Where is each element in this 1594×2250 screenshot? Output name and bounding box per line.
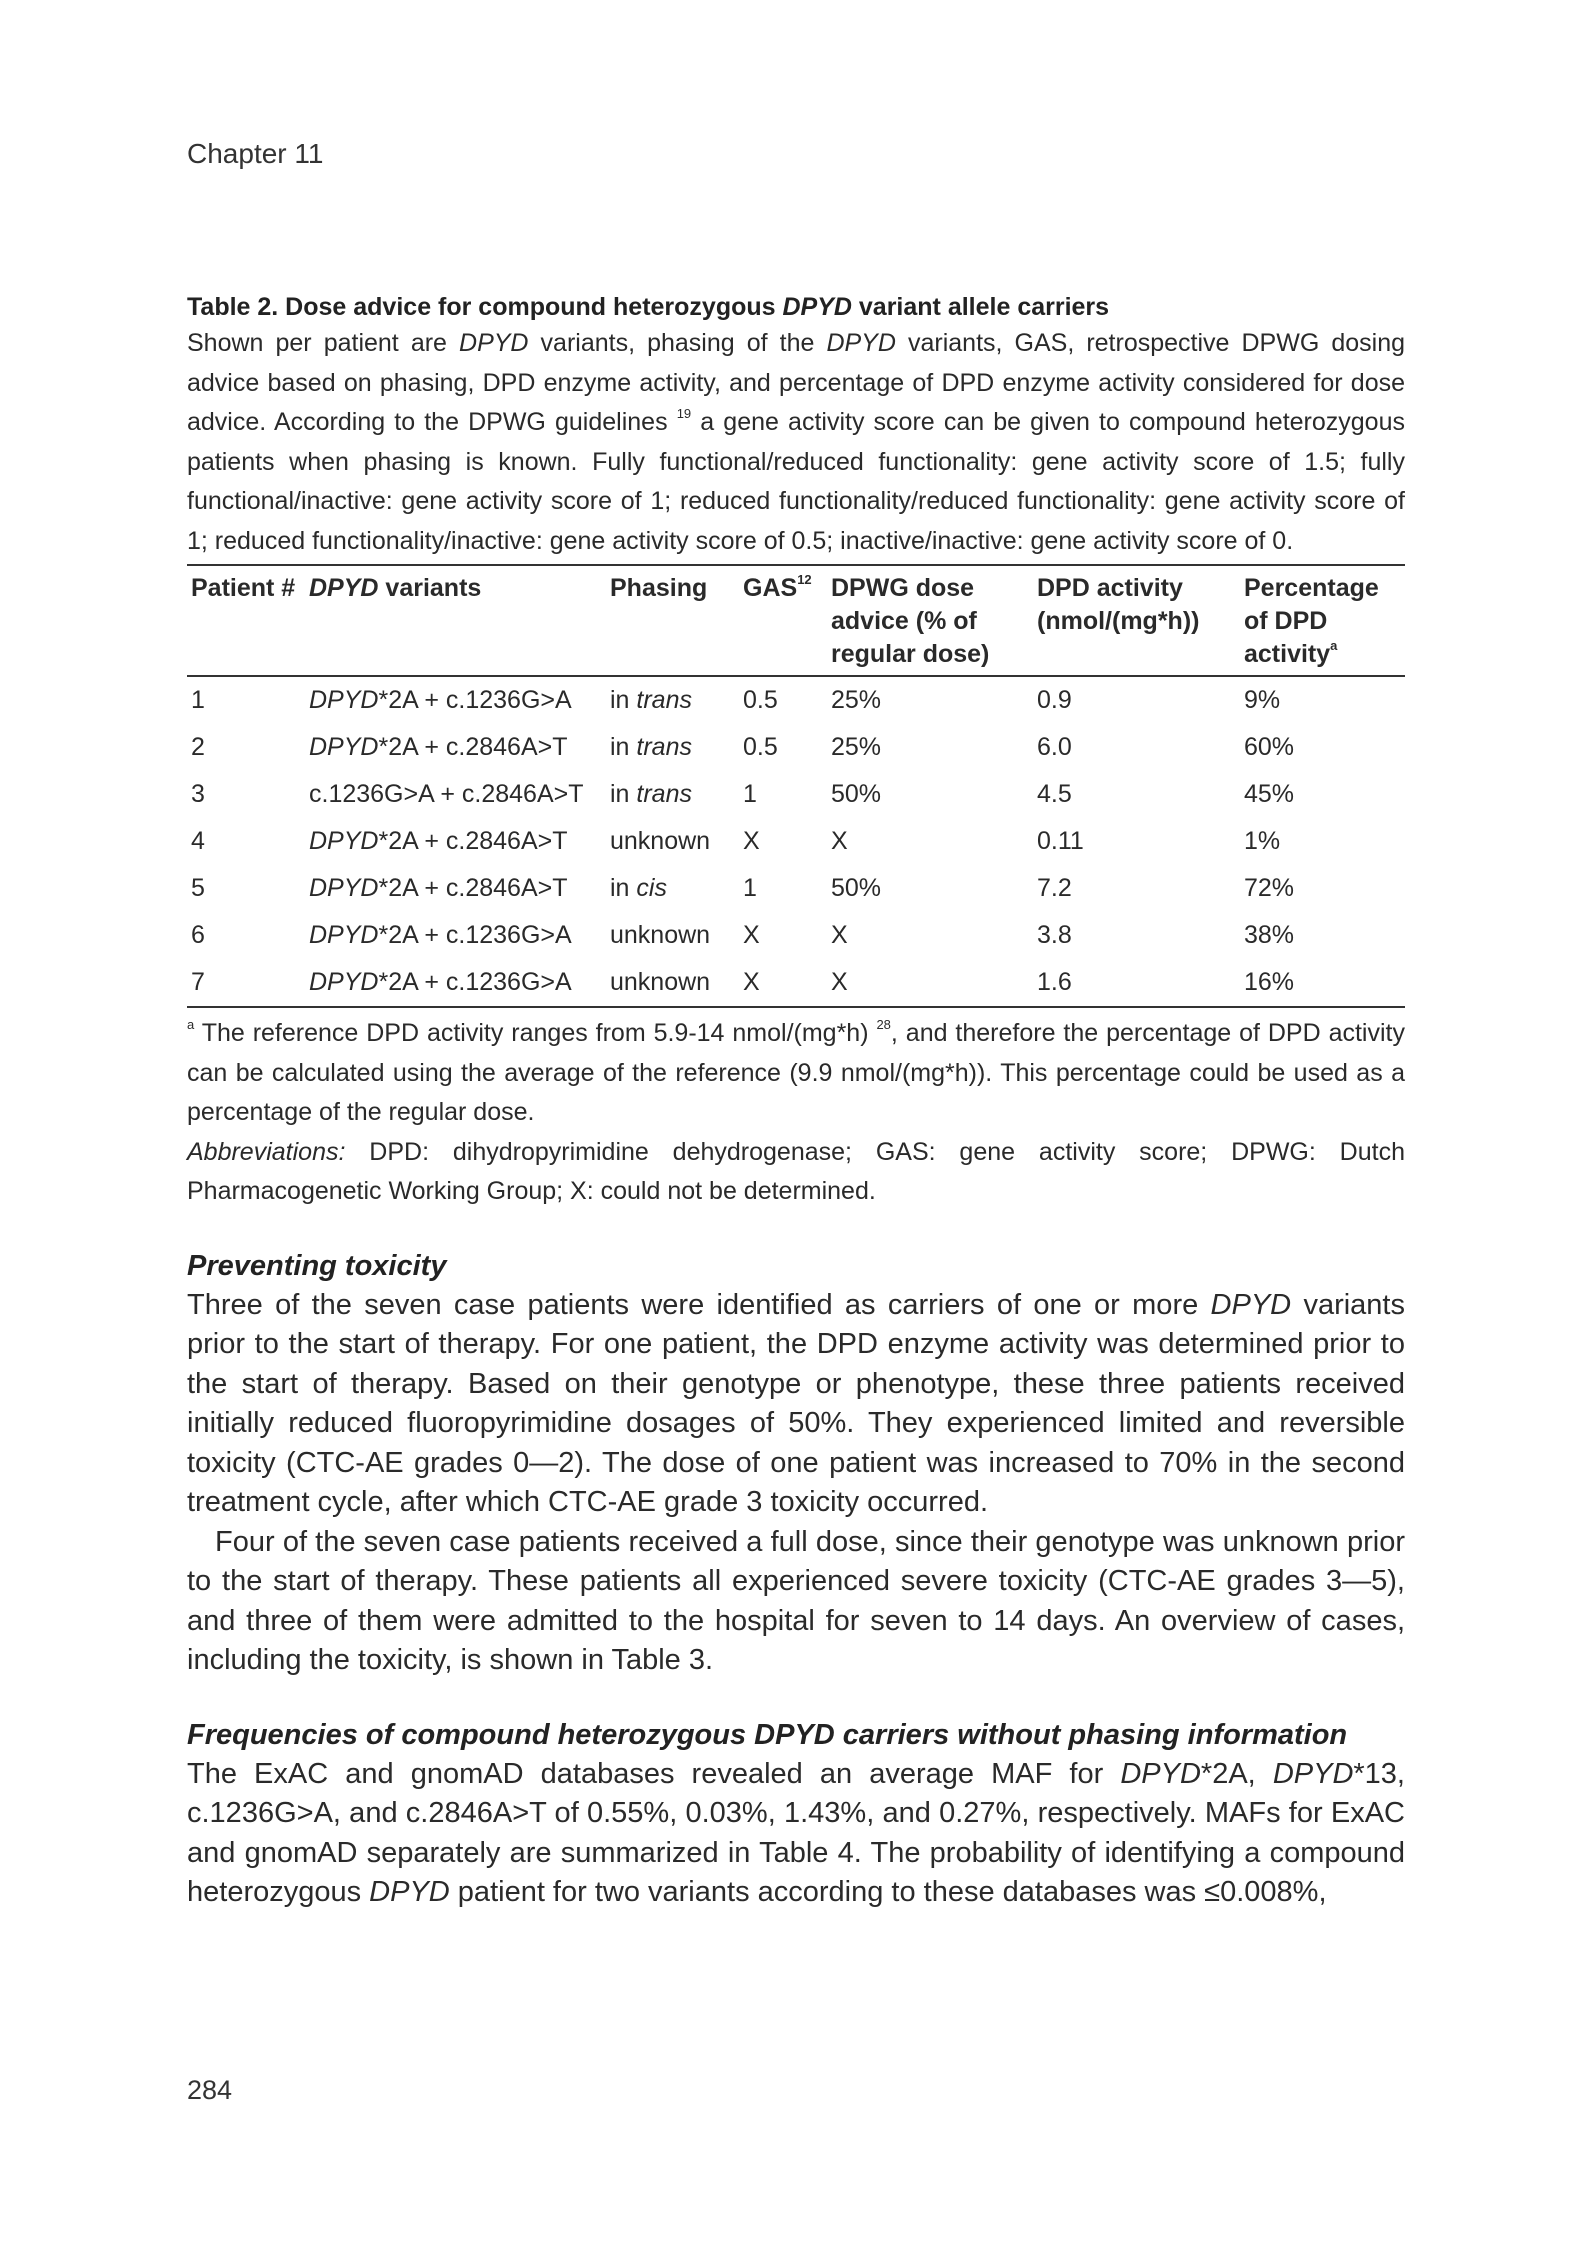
cell-gas: 0.5 xyxy=(743,733,778,761)
cell-percentage: 38% xyxy=(1244,921,1295,949)
cell-percentage: 1% xyxy=(1244,827,1281,855)
chapter-header: Chapter 11 xyxy=(187,138,324,169)
cell-variants: DPYD*2A + c.1236G>A xyxy=(309,921,572,949)
cell-phasing: unknown xyxy=(606,959,739,1007)
cell-activity: 6.0 xyxy=(1037,733,1072,761)
table-caption-title: Table 2. Dose advice for compound heterozygous DPYD variant allele carriers xyxy=(187,293,1110,321)
header-patient: Patient # xyxy=(187,565,305,676)
cell-activity: 4.5 xyxy=(1037,780,1072,808)
header-dpwg-advice: DPWG dose advice (% of regular dose) xyxy=(827,565,1033,676)
cell-activity: 0.11 xyxy=(1037,827,1084,855)
cell-dpwg: 50% xyxy=(831,780,882,808)
cell-percentage: 16% xyxy=(1240,959,1405,1007)
paragraph: Three of the seven case patients were identified as carriers of one or more DPYD variants prior to the start of therapy. For one patient, the DPD enzyme activity was determined prior to the start of therapy. Based on their genotype or phenotype, these three patients received initially reduced fluoropyrimidine dosages of 50%. They experienced limited and reversible toxicity (CTC-AE grades 0—2). The dose of one patient was increased to 70% in the second treatment cycle, after which CTC-AE grade 3 toxicity occurred. xyxy=(187,1288,1405,1518)
table-row xyxy=(187,912,1405,959)
dose-advice-table xyxy=(187,564,1405,1008)
table-row xyxy=(187,865,1405,912)
cell-patient: 6 xyxy=(191,921,205,949)
header-dpd-activity: DPD activity (nmol/(mg*h)) xyxy=(1033,565,1240,676)
cell-gas: 1 xyxy=(743,780,757,808)
cell-dpwg: 25% xyxy=(831,733,882,761)
header-phasing: Phasing xyxy=(606,565,739,676)
page-content xyxy=(187,290,1405,1913)
cell-phasing: in trans xyxy=(610,686,692,714)
cell-phasing: in cis xyxy=(610,874,667,902)
cell-gas: X xyxy=(739,959,827,1007)
table-row xyxy=(187,959,1405,1007)
cell-gas: 0.5 xyxy=(743,686,778,714)
cell-percentage: 60% xyxy=(1244,733,1295,761)
cell-percentage: 45% xyxy=(1244,780,1295,808)
abbreviations: Abbreviations: DPD: dihydropyrimidine dehydrogenase; GAS: gene activity score; DPWG: Dutch Pharmacogenetic Working Group; X: could not be determined. xyxy=(187,1137,1405,1205)
paragraph: Four of the seven case patients received a full dose, since their genotype was unknown prior to the start of therapy. These patients all experienced severe toxicity (CTC-AE grades 3—5), and three of them were admitted to the hospital for seven to 14 days. An overview of cases, including the toxicity, is shown in Table 3. xyxy=(187,1525,1405,1676)
header-percentage: Percentage of DPD activity$^a$ xyxy=(1240,565,1405,676)
cell-dpwg: X xyxy=(827,959,1033,1007)
header-variants: DPYD variants xyxy=(305,565,606,676)
table-row xyxy=(187,676,1405,724)
cell-activity: 7.2 xyxy=(1037,874,1072,902)
cell-patient: 4 xyxy=(191,827,205,855)
cell-variants: DPYD*2A + c.1236G>A xyxy=(305,959,606,1007)
cell-variants: DPYD*2A + c.2846A>T xyxy=(309,874,568,902)
header-gas: GAS$^{12}$ xyxy=(739,565,827,676)
table-row xyxy=(187,818,1405,865)
cell-variants: c.1236G>A + c.2846A>T xyxy=(309,780,584,808)
cell-gas: 1 xyxy=(743,874,757,902)
cell-dpwg: X xyxy=(831,921,848,949)
cell-patient: 1 xyxy=(191,686,205,714)
cell-phasing: in trans xyxy=(610,780,692,808)
table-header-row xyxy=(187,565,1405,676)
cell-activity: 1.6 xyxy=(1033,959,1240,1007)
cell-dpwg: X xyxy=(831,827,848,855)
cell-percentage: 9% xyxy=(1244,686,1281,714)
cell-activity: 3.8 xyxy=(1037,921,1072,949)
paragraph: The ExAC and gnomAD databases revealed an average MAF for DPYD*2A, DPYD*13, c.1236G>A, and c.2846A>T of 0.55%, 0.03%, 1.43%, and 0.27%, respectively. MAFs for ExAC and gnomAD separately are summarized in Table 4. The probability of identifying a compound heterozygous DPYD patient for two variants according to these databases was ≤0.008%, xyxy=(187,1757,1405,1908)
cell-gas: X xyxy=(743,827,760,855)
table-body xyxy=(187,676,1405,1007)
cell-activity: 0.9 xyxy=(1037,686,1072,714)
cell-patient: 3 xyxy=(191,780,205,808)
cell-phasing: unknown xyxy=(610,827,711,855)
table-row xyxy=(187,771,1405,818)
cell-variants: DPYD*2A + c.2846A>T xyxy=(309,733,568,761)
cell-percentage: 72% xyxy=(1244,874,1295,902)
section-title-frequencies: Frequencies of compound heterozygous DPYD carriers without phasing information xyxy=(187,1718,1348,1751)
table-row xyxy=(187,724,1405,771)
cell-patient: 7 xyxy=(187,959,305,1007)
cell-dpwg: 50% xyxy=(831,874,882,902)
cell-variants: DPYD*2A + c.2846A>T xyxy=(309,827,568,855)
section-title-preventing-toxicity: Preventing toxicity xyxy=(187,1249,447,1282)
cell-patient: 5 xyxy=(191,874,205,902)
cell-phasing: unknown xyxy=(610,921,711,949)
reference-marker: 19 xyxy=(676,405,692,421)
cell-gas: X xyxy=(743,921,760,949)
page-number: 284 xyxy=(187,2075,233,2105)
cell-variants: DPYD*2A + c.1236G>A xyxy=(309,686,572,714)
cell-phasing: in trans xyxy=(610,733,692,761)
table-footnote: $^a$ The reference DPD activity ranges from 5.9-14 nmol/(mg*h) $^{28}$, and therefore the percentage of DPD activity can be calculated using the average of the reference (9.9 nmol/(mg*h)). This percentage could be used as a percentage of the regular dose. xyxy=(187,1016,1405,1126)
cell-dpwg: 25% xyxy=(831,686,882,714)
cell-patient: 2 xyxy=(191,733,205,761)
table-caption-description: Shown per patient are DPYD variants, phasing of the DPYD variants, GAS, retrospective DPWG dosing advice based on phasing, DPD enzyme activity, and percentage of DPD enzyme activity considered for dose advice. According to the DPWG guidelines $^{19}$ a gene activity score can be given to compound heterozygous patients when phasing is known. Fully functional/reduced functionality: gene activity score of 1.5; fully functional/inactive: gene activity score of 1; reduced functionality/reduced functionality: gene activity score of 1; reduced functionality/inactive: gene activity score of 0.5; inactive/inactive: gene activity score of 0. xyxy=(187,329,1405,555)
